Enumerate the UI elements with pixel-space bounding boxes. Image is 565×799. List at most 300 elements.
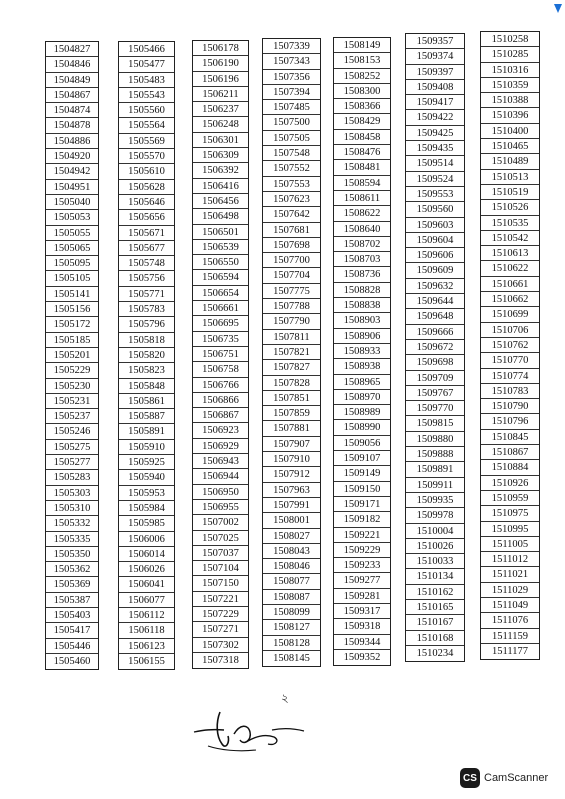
roll-number-cell: 1506211: [193, 87, 248, 102]
roll-number-cell: 1508702: [334, 237, 390, 252]
roll-number-cell: 1510396: [481, 108, 539, 123]
roll-number-cell: 1505466: [119, 42, 174, 57]
roll-number-cell: 1505095: [46, 256, 98, 271]
roll-number-cell: 1506950: [193, 485, 248, 500]
roll-number-cell: 1506026: [119, 562, 174, 577]
roll-number-cell: 1508252: [334, 69, 390, 84]
roll-number-cell: 1504867: [46, 88, 98, 103]
roll-number-cell: 1507907: [263, 437, 320, 452]
roll-number-cell: 1511076: [481, 613, 539, 628]
roll-number-cell: 1509815: [406, 416, 464, 431]
roll-number-cell: 1505891: [119, 424, 174, 439]
page-number: ২: [281, 691, 289, 705]
roll-number-cell: 1508989: [334, 405, 390, 420]
roll-number-cell: 1509318: [334, 619, 390, 634]
roll-number-cell: 1509644: [406, 294, 464, 309]
roll-number-cell: 1509560: [406, 202, 464, 217]
roll-number-cell: 1508366: [334, 99, 390, 114]
roll-number-cell: 1505848: [119, 379, 174, 394]
roll-number-cell: 1505560: [119, 103, 174, 118]
roll-number-cell: 1505362: [46, 562, 98, 577]
roll-number-cell: 1509604: [406, 233, 464, 248]
roll-number-cell: 1509417: [406, 95, 464, 110]
roll-number-cell: 1508429: [334, 114, 390, 129]
roll-number-cell: 1509709: [406, 371, 464, 386]
roll-number-cell: 1509422: [406, 110, 464, 125]
roll-number-cell: 1505796: [119, 317, 174, 332]
roll-number-cell: 1509397: [406, 65, 464, 80]
corner-marker-icon: [554, 4, 562, 13]
roll-number-cell: 1510796: [481, 414, 539, 429]
camscanner-brand-text: CamScanner: [484, 772, 549, 784]
roll-number-cell: 1506943: [193, 454, 248, 469]
roll-number-cell: 1509425: [406, 126, 464, 141]
roll-number-cell: 1506456: [193, 194, 248, 209]
roll-number-cell: 1507821: [263, 345, 320, 360]
roll-number-cell: 1509150: [334, 482, 390, 497]
roll-number-cell: 1510542: [481, 231, 539, 246]
roll-number-cell: 1510975: [481, 506, 539, 521]
roll-number-cell: 1504827: [46, 42, 98, 57]
roll-number-cell: 1506248: [193, 117, 248, 132]
roll-number-cell: 1508087: [263, 590, 320, 605]
roll-number-cell: 1508043: [263, 544, 320, 559]
roll-number-cell: 1507811: [263, 330, 320, 345]
roll-number-cell: 1510783: [481, 384, 539, 399]
roll-number-cell: 1506766: [193, 378, 248, 393]
roll-number-cell: 1508077: [263, 574, 320, 589]
roll-number-cell: 1510465: [481, 139, 539, 154]
roll-number-cell: 1505628: [119, 180, 174, 195]
roll-number-cell: 1509374: [406, 49, 464, 64]
roll-number-cell: 1506006: [119, 532, 174, 547]
roll-number-cell: 1508458: [334, 130, 390, 145]
roll-number-cell: 1505172: [46, 317, 98, 332]
roll-number-cell: 1505570: [119, 149, 174, 164]
roll-number-cell: 1510535: [481, 216, 539, 231]
roll-number-cell: 1509603: [406, 218, 464, 233]
roll-number-cell: 1511021: [481, 567, 539, 582]
roll-number-cell: 1511177: [492, 645, 528, 657]
roll-number-cell: 1506758: [193, 362, 248, 377]
roll-number-cell: 1510774: [481, 369, 539, 384]
roll-number-cell: 1506929: [193, 439, 248, 454]
roll-column-2: [118, 41, 175, 670]
roll-number-cell: 1505569: [119, 134, 174, 149]
roll-number-cell: 1507991: [263, 498, 320, 513]
roll-number-cell: 1507790: [263, 314, 320, 329]
roll-number-cell: 1505237: [46, 409, 98, 424]
roll-number-cell: 1509182: [334, 512, 390, 527]
roll-number-cell: 1508099: [263, 605, 320, 620]
roll-number-cell: 1506237: [193, 102, 248, 117]
roll-number-cell: 1505403: [46, 608, 98, 623]
roll-number-cell: 1510162: [406, 585, 464, 600]
roll-number-cell: 1505310: [46, 501, 98, 516]
roll-number-cell: 1509281: [334, 589, 390, 604]
roll-number-cell: 1505277: [46, 455, 98, 470]
roll-number-cell: 1509632: [406, 279, 464, 294]
roll-number-cell: 1508970: [334, 390, 390, 405]
roll-number-cell: 1507623: [263, 192, 320, 207]
roll-number-cell: 1511049: [481, 598, 539, 613]
roll-number-cell: 1510706: [481, 323, 539, 338]
roll-number-cell: 1510613: [481, 246, 539, 261]
roll-number-cell: 1506118: [119, 623, 174, 638]
roll-number-cell: 1507552: [263, 161, 320, 176]
roll-number-cell: 1505350: [46, 547, 98, 562]
roll-number-cell: 1507500: [263, 115, 320, 130]
roll-number-cell: 1509648: [406, 309, 464, 324]
roll-number-cell: 1510845: [481, 430, 539, 445]
roll-number-cell: 1507229: [193, 607, 248, 622]
roll-number-cell: 1509672: [406, 340, 464, 355]
roll-column-1: [45, 41, 99, 670]
roll-number-cell: 1506392: [193, 163, 248, 178]
roll-number-cell: 1509317: [334, 604, 390, 619]
signature-image: [190, 706, 310, 756]
roll-number-cell: 1508046: [263, 559, 320, 574]
roll-number-cell: 1507356: [263, 70, 320, 85]
roll-number-cell: 1509891: [406, 462, 464, 477]
roll-number-cell: 1507271: [193, 622, 248, 637]
roll-number-cell: 1505246: [46, 424, 98, 439]
roll-number-cell: 1510867: [481, 445, 539, 460]
roll-number-cell: 1505543: [119, 88, 174, 103]
roll-number-cell: 1505156: [46, 302, 98, 317]
roll-number-cell: 1509606: [406, 248, 464, 263]
roll-number-cell: 1506539: [193, 240, 248, 255]
roll-number-cell: 1510884: [481, 460, 539, 475]
roll-number-cell: 1510400: [481, 124, 539, 139]
roll-number-cell: 1510234: [416, 647, 454, 659]
roll-number-cell: 1505861: [119, 394, 174, 409]
roll-number-cell: 1511005: [481, 537, 539, 552]
roll-number-cell: 1510661: [481, 277, 539, 292]
roll-number-cell: 1509514: [406, 156, 464, 171]
roll-number-cell: 1509149: [334, 466, 390, 481]
roll-number-cell: 1505656: [119, 210, 174, 225]
roll-number-cell: 1505953: [119, 486, 174, 501]
roll-number-cell: 1505105: [46, 271, 98, 286]
roll-number-cell: 1510004: [406, 524, 464, 539]
roll-number-cell: 1505185: [46, 333, 98, 348]
roll-number-cell: 1505671: [119, 226, 174, 241]
roll-number-cell: 1506155: [128, 655, 165, 667]
roll-number-cell: 1508149: [334, 38, 390, 53]
roll-number-cell: 1505925: [119, 455, 174, 470]
roll-number-cell: 1508933: [334, 344, 390, 359]
roll-number-cell: 1507394: [263, 85, 320, 100]
roll-number-cell: 1505564: [119, 118, 174, 133]
roll-number-cell: 1507828: [263, 376, 320, 391]
roll-number-cell: 1507859: [263, 406, 320, 421]
roll-number-cell: 1509435: [406, 141, 464, 156]
roll-number-cell: 1505332: [46, 516, 98, 531]
roll-number-cell: 1505823: [119, 363, 174, 378]
roll-number-cell: 1506190: [193, 56, 248, 71]
roll-number-cell: 1506695: [193, 316, 248, 331]
roll-number-cell: 1505985: [119, 516, 174, 531]
roll-number-cell: 1505940: [119, 470, 174, 485]
roll-number-cell: 1509767: [406, 386, 464, 401]
roll-number-cell: 1506196: [193, 72, 248, 87]
roll-number-cell: 1507704: [263, 268, 320, 283]
roll-number-cell: 1509888: [406, 447, 464, 462]
roll-number-cell: 1510526: [481, 200, 539, 215]
roll-number-cell: 1506867: [193, 408, 248, 423]
roll-number-cell: 1510258: [481, 32, 539, 47]
roll-number-cell: 1509229: [334, 543, 390, 558]
roll-number-cell: 1505984: [119, 501, 174, 516]
roll-column-5: [333, 37, 391, 666]
roll-number-cell: 1505275: [46, 440, 98, 455]
roll-number-cell: 1510033: [406, 554, 464, 569]
roll-number-cell: 1507775: [263, 284, 320, 299]
roll-number-cell: 1507150: [193, 576, 248, 591]
roll-number-cell: 1505646: [119, 195, 174, 210]
roll-number-cell: 1509357: [406, 34, 464, 49]
roll-number-cell: 1510513: [481, 170, 539, 185]
roll-number-cell: 1505065: [46, 241, 98, 256]
roll-number-cell: 1510167: [406, 615, 464, 630]
roll-number-cell: 1510770: [481, 353, 539, 368]
roll-number-cell: 1509233: [334, 558, 390, 573]
roll-number-cell: 1509698: [406, 355, 464, 370]
roll-number-cell: 1507318: [202, 654, 239, 666]
roll-number-cell: 1505283: [46, 470, 98, 485]
roll-number-cell: 1510316: [481, 63, 539, 78]
roll-number-cell: 1507910: [263, 452, 320, 467]
roll-number-cell: 1509171: [334, 497, 390, 512]
roll-number-cell: 1507302: [193, 638, 248, 653]
roll-number-cell: 1511012: [481, 552, 539, 567]
roll-number-cell: 1508990: [334, 420, 390, 435]
roll-number-cell: 1509666: [406, 325, 464, 340]
roll-number-cell: 1510762: [481, 338, 539, 353]
roll-number-cell: 1506661: [193, 301, 248, 316]
roll-number-cell: 1505231: [46, 394, 98, 409]
camscanner-watermark: [460, 768, 548, 788]
roll-number-cell: 1507104: [193, 561, 248, 576]
roll-number-cell: 1506309: [193, 148, 248, 163]
roll-number-cell: 1505756: [119, 271, 174, 286]
roll-number-cell: 1508965: [334, 375, 390, 390]
roll-number-cell: 1507827: [263, 360, 320, 375]
roll-number-cell: 1505230: [46, 379, 98, 394]
roll-number-cell: 1508903: [334, 313, 390, 328]
roll-number-cell: 1508027: [263, 529, 320, 544]
roll-number-cell: 1509880: [406, 432, 464, 447]
roll-column-6: [405, 33, 465, 662]
roll-number-cell: 1508703: [334, 252, 390, 267]
roll-number-cell: 1504846: [46, 57, 98, 72]
roll-number-cell: 1507037: [193, 546, 248, 561]
roll-number-cell: 1509978: [406, 508, 464, 523]
roll-number-cell: 1507881: [263, 421, 320, 436]
roll-number-cell: 1505477: [119, 57, 174, 72]
roll-number-cell: 1505783: [119, 302, 174, 317]
roll-number-cell: 1505229: [46, 363, 98, 378]
roll-number-cell: 1506955: [193, 500, 248, 515]
camscanner-logo-icon: CS: [460, 768, 480, 788]
roll-number-cell: 1508300: [334, 84, 390, 99]
roll-number-cell: 1506501: [193, 225, 248, 240]
roll-number-cell: 1509770: [406, 401, 464, 416]
roll-number-cell: 1507963: [263, 483, 320, 498]
roll-number-cell: 1506123: [119, 639, 174, 654]
roll-number-cell: 1504951: [46, 180, 98, 195]
roll-number-cell: 1506416: [193, 179, 248, 194]
roll-number-cell: 1505053: [46, 210, 98, 225]
roll-number-cell: 1506923: [193, 423, 248, 438]
roll-number-cell: 1505387: [46, 593, 98, 608]
roll-number-cell: 1504942: [46, 164, 98, 179]
roll-number-cell: 1504849: [46, 73, 98, 88]
roll-number-cell: 1510359: [481, 78, 539, 93]
roll-number-cell: 1506594: [193, 270, 248, 285]
roll-number-cell: 1506751: [193, 347, 248, 362]
roll-number-cell: 1507851: [263, 391, 320, 406]
roll-number-cell: 1509056: [334, 436, 390, 451]
roll-number-cell: 1506041: [119, 577, 174, 592]
roll-number-cell: 1510168: [406, 631, 464, 646]
roll-number-cell: 1505887: [119, 409, 174, 424]
roll-number-cell: 1505335: [46, 532, 98, 547]
roll-number-cell: 1509935: [406, 493, 464, 508]
roll-number-cell: 1511029: [481, 583, 539, 598]
roll-number-cell: 1504886: [46, 134, 98, 149]
roll-number-cell: 1505417: [46, 623, 98, 638]
roll-number-cell: 1506866: [193, 393, 248, 408]
roll-number-cell: 1508736: [334, 267, 390, 282]
roll-number-cell: 1505055: [46, 226, 98, 241]
roll-number-cell: 1505483: [119, 73, 174, 88]
roll-number-cell: 1510134: [406, 569, 464, 584]
roll-number-cell: 1509277: [334, 573, 390, 588]
roll-number-cell: 1509107: [334, 451, 390, 466]
roll-number-cell: 1505141: [46, 287, 98, 302]
roll-number-cell: 1506301: [193, 133, 248, 148]
roll-number-cell: 1508128: [263, 636, 320, 651]
roll-number-cell: 1510165: [406, 600, 464, 615]
roll-number-cell: 1509352: [343, 651, 381, 663]
roll-number-cell: 1508153: [334, 53, 390, 68]
roll-number-cell: 1509221: [334, 528, 390, 543]
roll-number-cell: 1508127: [263, 620, 320, 635]
roll-number-cell: 1506735: [193, 332, 248, 347]
roll-number-cell: 1509524: [406, 172, 464, 187]
roll-number-cell: 1507698: [263, 238, 320, 253]
roll-number-cell: 1511159: [481, 629, 539, 644]
roll-number-cell: 1505446: [46, 639, 98, 654]
roll-number-cell: 1508476: [334, 145, 390, 160]
roll-number-cell: 1508828: [334, 283, 390, 298]
roll-number-cell: 1507700: [263, 253, 320, 268]
roll-number-cell: 1507548: [263, 146, 320, 161]
roll-number-cell: 1510489: [481, 154, 539, 169]
roll-number-cell: 1510926: [481, 476, 539, 491]
roll-number-cell: 1504878: [46, 118, 98, 133]
roll-number-cell: 1508838: [334, 298, 390, 313]
roll-number-cell: 1508938: [334, 359, 390, 374]
roll-number-cell: 1507642: [263, 207, 320, 222]
roll-number-cell: 1505201: [46, 348, 98, 363]
roll-number-cell: 1505460: [53, 655, 91, 667]
roll-number-cell: 1507505: [263, 131, 320, 146]
roll-number-cell: 1507553: [263, 177, 320, 192]
roll-number-cell: 1507912: [263, 467, 320, 482]
roll-number-cell: 1506014: [119, 547, 174, 562]
roll-number-cell: 1504874: [46, 103, 98, 118]
roll-column-3: [192, 40, 249, 669]
roll-number-cell: 1509408: [406, 80, 464, 95]
roll-number-cell: 1506944: [193, 469, 248, 484]
roll-number-cell: 1510959: [481, 491, 539, 506]
roll-number-cell: 1505910: [119, 440, 174, 455]
roll-number-cell: 1509344: [334, 635, 390, 650]
roll-number-cell: 1506178: [193, 41, 248, 56]
roll-number-cell: 1510285: [481, 47, 539, 62]
roll-number-cell: 1508594: [334, 176, 390, 191]
roll-number-cell: 1506498: [193, 209, 248, 224]
roll-number-cell: 1510622: [481, 261, 539, 276]
roll-number-cell: 1507339: [263, 39, 320, 54]
roll-number-cell: 1509553: [406, 187, 464, 202]
roll-number-cell: 1505748: [119, 256, 174, 271]
roll-number-cell: 1509609: [406, 263, 464, 278]
roll-number-cell: 1507681: [263, 223, 320, 238]
roll-number-cell: 1508001: [263, 513, 320, 528]
roll-number-cell: 1505818: [119, 333, 174, 348]
roll-column-7: [480, 31, 540, 660]
roll-number-cell: 1508611: [334, 191, 390, 206]
roll-number-cell: 1510519: [481, 185, 539, 200]
roll-number-cell: 1508481: [334, 160, 390, 175]
roll-number-cell: 1505369: [46, 577, 98, 592]
roll-number-cell: 1505820: [119, 348, 174, 363]
roll-number-cell: 1508640: [334, 222, 390, 237]
roll-number-cell: 1505040: [46, 195, 98, 210]
roll-number-cell: 1506077: [119, 593, 174, 608]
roll-number-cell: 1507002: [193, 515, 248, 530]
roll-number-cell: 1508906: [334, 329, 390, 344]
roll-number-cell: 1506654: [193, 286, 248, 301]
roll-number-cell: 1508145: [273, 652, 310, 664]
roll-number-cell: 1507788: [263, 299, 320, 314]
roll-number-cell: 1506112: [119, 608, 174, 623]
roll-number-cell: 1510026: [406, 539, 464, 554]
roll-number-cell: 1510662: [481, 292, 539, 307]
roll-number-cell: 1507221: [193, 592, 248, 607]
roll-number-cell: 1506550: [193, 255, 248, 270]
roll-number-cell: 1505610: [119, 164, 174, 179]
roll-number-cell: 1505677: [119, 241, 174, 256]
roll-number-cell: 1507343: [263, 54, 320, 69]
roll-number-cell: 1510995: [481, 522, 539, 537]
roll-number-cell: 1505771: [119, 287, 174, 302]
roll-number-cell: 1510699: [481, 307, 539, 322]
roll-number-cell: 1505303: [46, 486, 98, 501]
roll-number-cell: 1510388: [481, 93, 539, 108]
roll-column-4: [262, 38, 321, 667]
roll-number-cell: 1507485: [263, 100, 320, 115]
roll-number-cell: 1509911: [406, 478, 464, 493]
roll-number-cell: 1510790: [481, 399, 539, 414]
roll-number-cell: 1508622: [334, 206, 390, 221]
roll-number-cell: 1504920: [46, 149, 98, 164]
roll-number-cell: 1507025: [193, 531, 248, 546]
